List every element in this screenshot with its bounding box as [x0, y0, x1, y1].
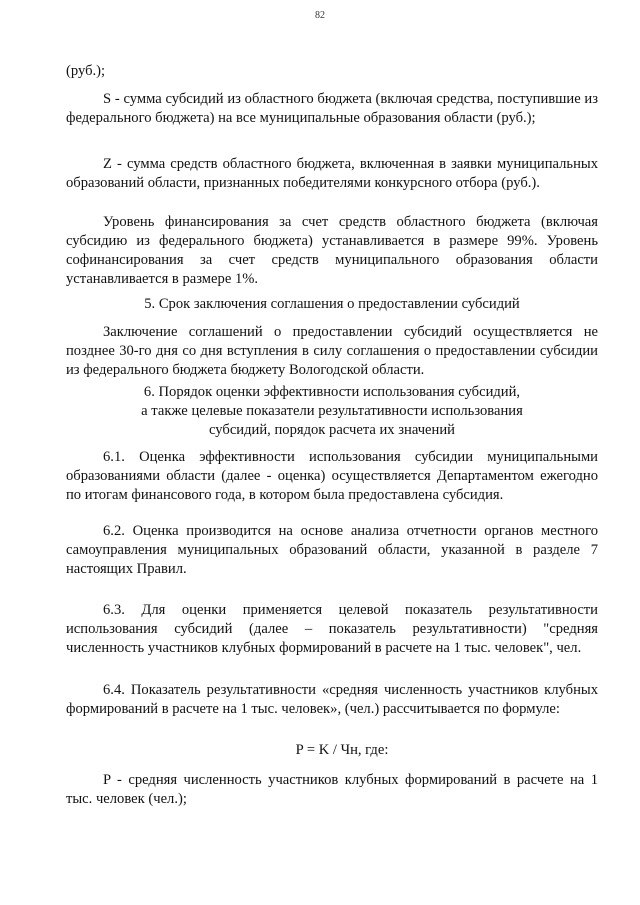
paragraph-s-definition: S - сумма субсидий из областного бюджета (включая средства, поступившие из федерального бюджета) на все муниципальные образования области (руб.); — [66, 91, 598, 126]
section-6-heading-line-2: а также целевые показатели результативности использования — [141, 403, 523, 419]
paragraph-agreement-deadline: Заключение соглашений о предоставлении субсидий осуществляется не позднее 30-го дня со дня вступления в силу соглашения о предоставлении субсидии из федерального бюджета бюджету Вологодской области. — [66, 324, 598, 378]
paragraph-z-definition: Z - сумма средств областного бюджета, включенная в заявки муниципальных образований области, признанных победителями конкурсного отбора (руб.). — [66, 156, 598, 191]
paragraph-p-definition: P - средняя численность участников клубных формирований в расчете на 1 тыс. человек (чел.); — [66, 772, 598, 807]
paragraph-6-4: 6.4. Показатель результативности «средняя численность участников клубных формирований в расчете на 1 тыс. человек», (чел.) рассчитывается по формуле: — [66, 682, 598, 717]
paragraph-6-3: 6.3. Для оценки применяется целевой показатель результативности использования субсидий (далее – показатель результативности) "средняя численность участников клубных формирований в расчете на 1 тыс. человек", чел. — [66, 602, 598, 656]
paragraph-6-2: 6.2. Оценка производится на основе анализа отчетности органов местного самоуправления муниципальных образований области, указанной в разделе 7 настоящих Правил. — [66, 523, 598, 577]
paragraph-financing-level: Уровень финансирования за счет средств областного бюджета (включая субсидию из федерального бюджета) устанавливается в размере 99%. Уровень софинансирования за счет средств муниципального образования области устанавливается в размере 1%. — [66, 214, 598, 287]
section-5-heading: 5. Срок заключения соглашения о предоставлении субсидий — [144, 296, 520, 312]
paragraph-rub-end: (руб.); — [66, 63, 106, 79]
formula: P = K / Чн, где: — [295, 742, 389, 758]
section-6-heading-line-3: субсидий, порядок расчета их значений — [209, 422, 455, 438]
paragraph-6-1: 6.1. Оценка эффективности использования субсидии муниципальными образованиями области (далее - оценка) осуществляется Департаментом ежегодно по итогам финансового года, в котором была предоставлена субсидия. — [66, 449, 598, 503]
page-number: 82 — [315, 10, 325, 21]
section-6-heading — [66, 383, 598, 440]
section-6-heading-line-1: 6. Порядок оценки эффективности использования субсидий, — [143, 384, 521, 400]
